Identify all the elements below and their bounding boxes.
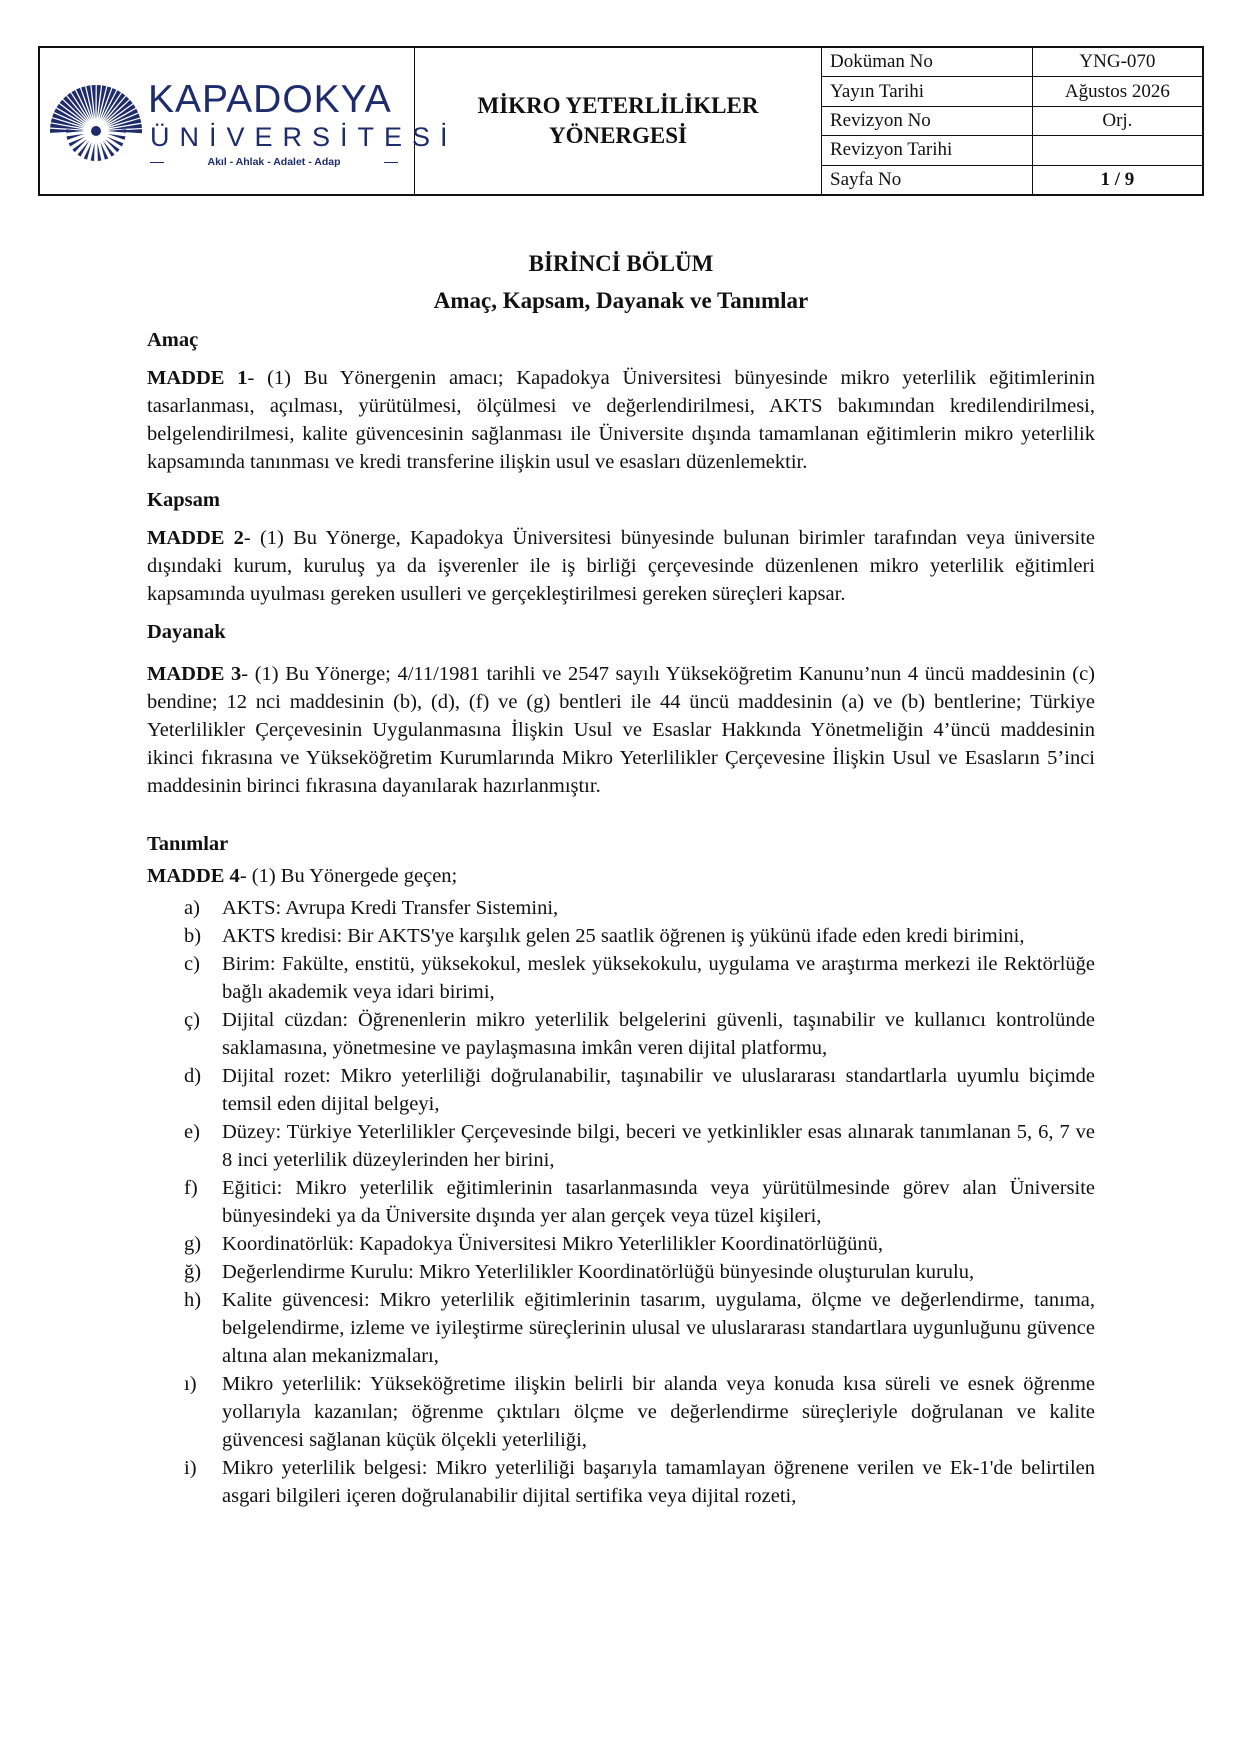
definition-marker: ğ) — [184, 1261, 202, 1283]
meta-value: Ağustos 2026 — [1032, 77, 1202, 106]
definition-item — [147, 1258, 1095, 1286]
definition-item — [147, 1062, 1095, 1118]
chapter-heading: BİRİNCİ BÖLÜM — [528, 251, 714, 276]
definition-marker: d) — [184, 1065, 202, 1087]
section-heading: Amaç — [147, 329, 199, 351]
meta-value: 1 / 9 — [1032, 165, 1202, 194]
meta-row-revision-date — [822, 136, 1202, 165]
section-heading: Dayanak — [147, 621, 226, 643]
definition-item — [147, 1118, 1095, 1174]
document-title-line2: YÖNERGESİ — [548, 123, 688, 148]
university-logo — [46, 76, 458, 176]
logo-name-line1: KAPADOKYA — [148, 78, 392, 121]
section-tanimlar — [147, 830, 1095, 1510]
article-text: - (1) Bu Yönerge, Kapadokya Üniversitesi bünyesinde bulunan birimler tarafından veya üniversite dışındaki kurum, kuruluş ya da işverenler ile iş birliği çerçevesinde düzenlenen mikro yeterlilik eğitimleri kapsamında uyulması gereken usulleri ve gerçekleştirilmesi gereken süreçleri kapsar. — [147, 527, 1095, 605]
definition-text: Birim: Fakülte, enstitü, yüksekokul, meslek yüksekokulu, uygulama ve araştırma merkezi ile Rektörlüğe bağlı akademik veya idari birimi, — [222, 953, 1095, 1003]
logo-motto: Akıl - Ahlak - Adalet - Adap — [207, 156, 341, 168]
definition-marker: ı) — [184, 1373, 197, 1395]
definition-item — [147, 1006, 1095, 1062]
article-text: - (1) Bu Yönergede geçen; — [239, 865, 458, 887]
definition-text: Dijital cüzdan: Öğrenenlerin mikro yeterlilik belgelerini güvenli, taşınabilir ve kullanıcı kontrolünde saklamasına, yönetmesine ve paylaşmasına imkân veren dijital platformu, — [222, 1009, 1095, 1059]
definition-text: Kalite güvencesi: Mikro yeterlilik eğitimlerinin tasarım, uygulama, ölçme ve değerlendirme, tanıma, belgelendirme, izleme ve iyileştirme süreçlerinin ulusal ve uluslararası standartlara uygunluğunu güvence altına alan mekanizmaları, — [222, 1289, 1095, 1367]
meta-value: YNG-070 — [1032, 48, 1202, 77]
definition-marker: i) — [184, 1457, 197, 1479]
meta-label: Revizyon Tarihi — [822, 136, 1032, 165]
logo-divider-right — [384, 162, 398, 163]
meta-row-doc-no — [822, 48, 1202, 77]
section-dayanak — [147, 618, 1095, 800]
definition-marker: g) — [184, 1233, 202, 1255]
section-kapsam — [147, 486, 1095, 608]
definition-text: Mikro yeterlilik belgesi: Mikro yeterliliği başarıyla tamamlayan öğrenene verilen ve Ek-1'de belirtilen asgari bilgileri içeren doğrulanabilir dijital sertifika veya dijital rozeti, — [222, 1457, 1095, 1507]
section-heading: Tanımlar — [147, 833, 229, 855]
definition-text: Değerlendirme Kurulu: Mikro Yeterlilikler Koordinatörlüğü bünyesinde oluşturulan kurulu, — [222, 1261, 975, 1283]
definition-item — [147, 1454, 1095, 1510]
document-body — [147, 245, 1095, 1510]
document-title — [415, 48, 822, 194]
definition-text: Mikro yeterlilik: Yükseköğretime ilişkin belirli bir alanda veya konuda kısa süreli ve esnek öğrenme yollarıyla kazanılan; öğrenme çıktıları ölçme ve değerlendirme süreçleriyle doğrulanan ve kalite güvencesi sağlanan küçük ölçekli yeterliliği, — [222, 1373, 1095, 1451]
article-number: MADDE 3 — [147, 663, 242, 685]
meta-label: Doküman No — [822, 48, 1032, 77]
article-paragraph — [147, 862, 1095, 890]
definition-item — [147, 922, 1095, 950]
logo-name-line2: ÜNİVERSİTESİ — [150, 122, 458, 152]
article-paragraph — [147, 660, 1095, 800]
definition-marker: b) — [184, 925, 202, 947]
article-text: - (1) Bu Yönerge; 4/11/1981 tarihli ve 2547 sayılı Yükseköğretim Kanunu’nun 4 üncü maddesinin (c) bendine; 12 nci maddesinin (b), (d), (f) ve (g) bentleri ile 44 üncü maddesinin (a) ve (b) bentlerine; Türkiye Yeterlilikler Çerçevesinin Uygulanmasına İlişkin Usul ve Esaslar Hakkında Yönetmeliğin 4’üncü maddesinin ikinci fıkrasına ve Yükseköğretim Kurumlarında Mikro Yeterlilikler Çerçevesine İlişkin Usul ve Esasların 5’inci maddesinin birinci fıkrasına dayanılarak hazırlanmıştır. — [147, 663, 1096, 797]
definition-item — [147, 1230, 1095, 1258]
meta-label: Yayın Tarihi — [822, 77, 1032, 106]
definition-text: Düzey: Türkiye Yeterlilikler Çerçevesinde bilgi, beceri ve yetkinlikler esas alınarak tanımlanan 5, 6, 7 ve 8 inci yeterlilik düzeylerinden her birini, — [222, 1121, 1095, 1171]
section-amac — [147, 326, 1095, 476]
meta-value — [1032, 136, 1202, 165]
definition-marker: a) — [184, 897, 200, 919]
meta-row-publish-date — [822, 77, 1202, 106]
definition-marker: c) — [184, 953, 200, 975]
meta-table — [822, 48, 1202, 194]
definition-text: Koordinatörlük: Kapadokya Üniversitesi Mikro Yeterlilikler Koordinatörlüğünü, — [222, 1233, 884, 1255]
document-title-line1: MİKRO YETERLİLİKLER — [477, 93, 759, 118]
article-number: MADDE 4 — [147, 865, 240, 887]
article-number: MADDE 1 — [147, 367, 248, 389]
definition-item — [147, 1286, 1095, 1370]
document-header — [38, 46, 1204, 196]
meta-row-revision-no — [822, 106, 1202, 135]
article-paragraph — [147, 524, 1095, 608]
definition-item — [147, 1370, 1095, 1454]
definition-marker: ç) — [184, 1009, 200, 1031]
section-heading: Kapsam — [147, 489, 220, 511]
document-meta — [822, 48, 1202, 194]
article-paragraph — [147, 364, 1095, 476]
definition-text: AKTS: Avrupa Kredi Transfer Sistemini, — [222, 897, 559, 919]
definition-item — [147, 1174, 1095, 1230]
definitions-list — [147, 894, 1095, 1510]
definition-item — [147, 950, 1095, 1006]
definition-text: Eğitici: Mikro yeterlilik eğitimlerinin tasarlanmasında veya yürütülmesinde görev alan Üniversite bünyesindeki ya da Üniversite dışında yer alan gerçek veya tüzel kişileri, — [222, 1177, 1095, 1227]
meta-row-page-no — [822, 165, 1202, 194]
meta-label: Sayfa No — [830, 168, 902, 190]
meta-label: Revizyon No — [822, 106, 1032, 135]
meta-value: Orj. — [1032, 106, 1202, 135]
article-text: - (1) Bu Yönergenin amacı; Kapadokya Üniversitesi bünyesinde mikro yeterlilik eğitimlerinin tasarlanması, açılması, yürütülmesi, ölçülmesi ve değerlendirilmesi, AKTS bakımından kredilendirilmesi, belgelendirilmesi, kalite güvencesinin sağlanması ile Üniversite dışında tamamlanan eğitimlerin mikro yeterlilik kapsamında tanınması ve kredi transferine ilişkin usul ve esasları düzenlemektir. — [147, 367, 1095, 473]
definition-marker: h) — [184, 1289, 202, 1311]
definition-item — [147, 894, 1095, 922]
article-number: MADDE 2 — [147, 527, 244, 549]
sunburst-emblem-icon — [46, 76, 146, 176]
definition-text: Dijital rozet: Mikro yeterliliği doğrulanabilir, taşınabilir ve uluslararası standartlarla uyumlu biçimde temsil eden dijital belgeyi, — [222, 1065, 1095, 1115]
definition-text: AKTS kredisi: Bir AKTS'ye karşılık gelen 25 saatlik öğrenen iş yükünü ifade eden kredi birimini, — [222, 925, 1025, 947]
chapter-title: Amaç, Kapsam, Dayanak ve Tanımlar — [433, 288, 809, 313]
definition-marker: f) — [184, 1177, 198, 1199]
logo-cell — [40, 48, 458, 194]
definition-marker: e) — [184, 1121, 200, 1143]
